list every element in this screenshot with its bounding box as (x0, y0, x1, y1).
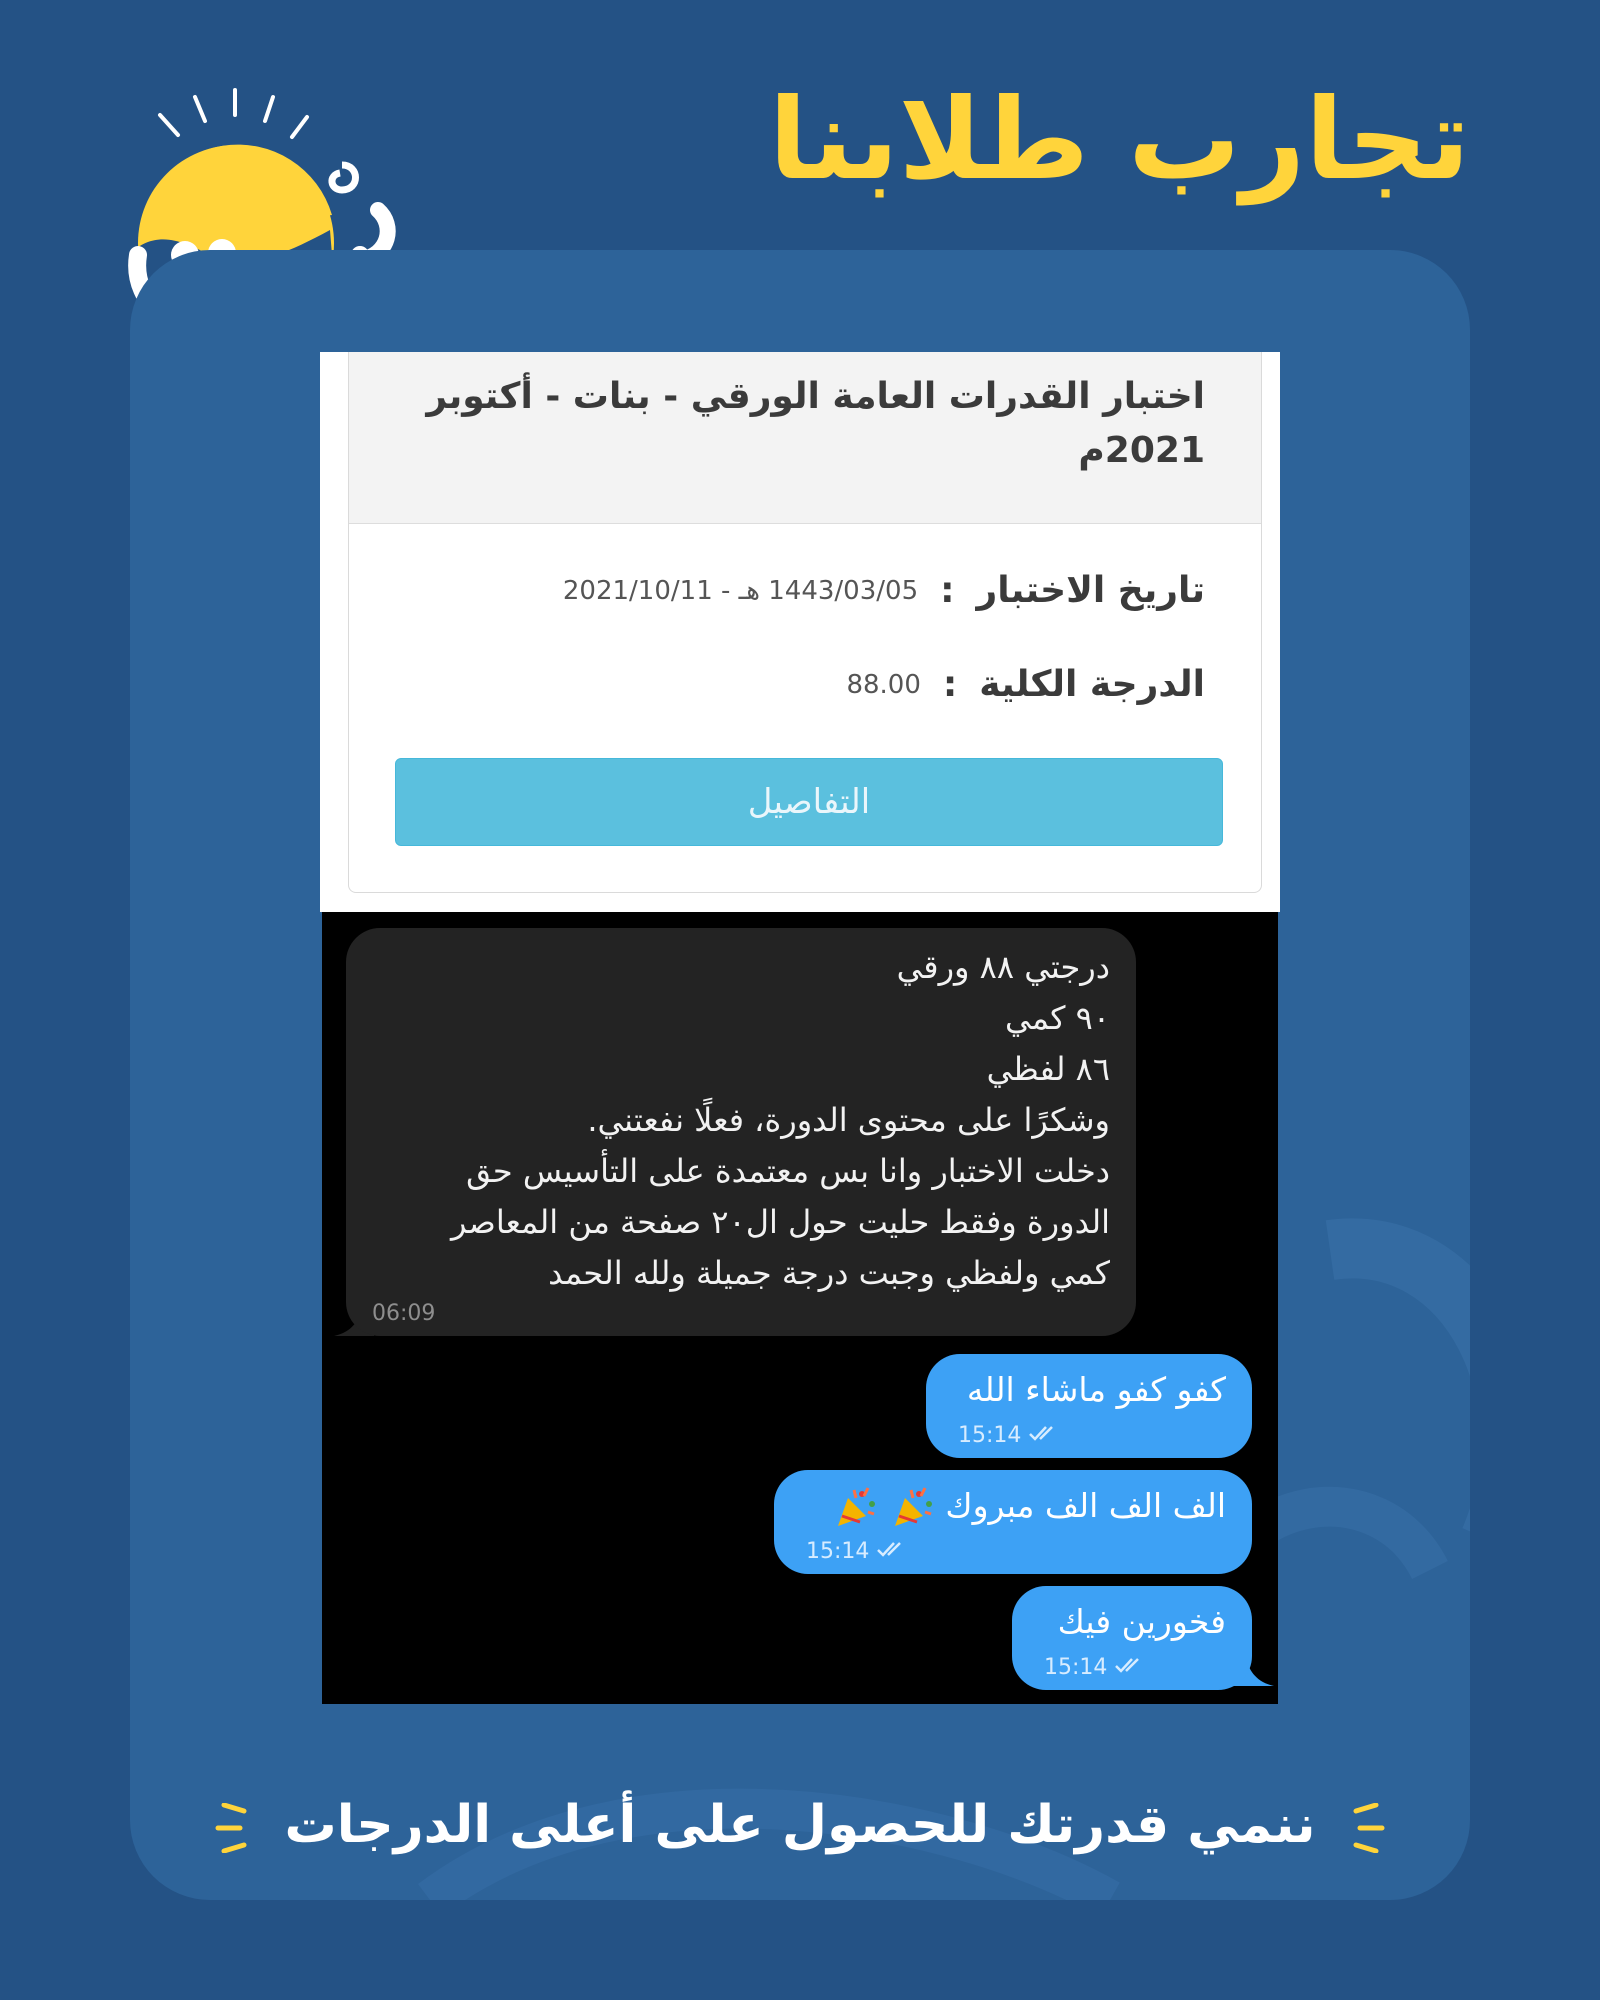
details-button[interactable]: التفاصيل (395, 758, 1223, 846)
incoming-line-4: وشكرًا على محتوى الدورة، فعلًا نفعتني. (587, 1101, 1110, 1139)
exam-title-line1: اختبار القدرات العامة الورقي - بنات - أكتوبر (426, 376, 1205, 417)
tagline-text: ننمي قدرتك للحصول على أعلى الدرجات (284, 1795, 1316, 1855)
exam-score-label: الدرجة الكلية (979, 664, 1205, 705)
incoming-line-3: ٨٦ لفظي (986, 1050, 1110, 1088)
outgoing-message-3-time: 15:14 (1044, 1655, 1108, 1680)
outgoing-message-2-time: 15:14 (806, 1539, 870, 1564)
outgoing-message-3-text: فخورين فيك (1057, 1602, 1226, 1641)
exam-result-screenshot (320, 352, 1280, 912)
double-check-icon (1028, 1424, 1060, 1442)
outgoing-message-1[interactable] (926, 1354, 1252, 1458)
sparkle-lines-icon (212, 1803, 248, 1853)
exam-date-row (563, 570, 1205, 611)
outgoing-message-1-time: 15:14 (958, 1423, 1022, 1448)
outgoing-message-1-meta (958, 1423, 1060, 1448)
incoming-line-2: ٩٠ كمي (1005, 999, 1110, 1037)
outgoing-message-2[interactable] (774, 1470, 1252, 1574)
exam-date-value: 1443/03/05 هـ - 2021/10/11 (562, 575, 919, 606)
party-popper-icon (832, 1486, 878, 1530)
exam-card-header (349, 352, 1261, 524)
tagline (0, 1790, 1600, 1860)
incoming-timestamp: 06:09 (372, 1301, 436, 1326)
exam-score-row (846, 664, 1205, 705)
exam-score-separator: : (942, 664, 958, 705)
outgoing-message-1-text: كفو كفو ماشاء الله (966, 1370, 1226, 1409)
exam-score-value: 88.00 (846, 669, 921, 700)
exam-card (348, 352, 1262, 893)
outgoing-message-2-row (800, 1480, 1226, 1532)
incoming-line-5: دخلت الاختبار وانا بس معتمدة على التأسيس حق (466, 1152, 1110, 1190)
party-popper-icon (889, 1486, 935, 1530)
page-title: تجارب طلابنا (768, 75, 1470, 205)
incoming-line-7: كمي ولفظي وجبت درجة جميلة ولله الحمد (548, 1254, 1110, 1292)
incoming-message-bubble[interactable] (346, 928, 1136, 1336)
exam-date-label: تاريخ الاختبار (976, 570, 1205, 611)
incoming-line-6: الدورة وفقط حليت حول ال٢٠ صفحة من المعاصر (451, 1203, 1110, 1241)
incoming-line-1: درجتي ٨٨ ورقي (896, 948, 1110, 986)
outgoing-message-3[interactable] (1012, 1586, 1252, 1690)
outgoing-message-3-meta (1044, 1655, 1146, 1680)
chat-screenshot (322, 912, 1278, 1704)
outgoing-message-2-meta (806, 1539, 908, 1564)
outgoing-message-2-text: الف الف الف مبروك (945, 1486, 1226, 1525)
sparkle-lines-icon (1352, 1803, 1388, 1853)
double-check-icon (1114, 1656, 1146, 1674)
exam-date-separator: : (940, 570, 955, 611)
double-check-icon (876, 1540, 908, 1558)
exam-title-line2: 2021م (1078, 430, 1205, 471)
